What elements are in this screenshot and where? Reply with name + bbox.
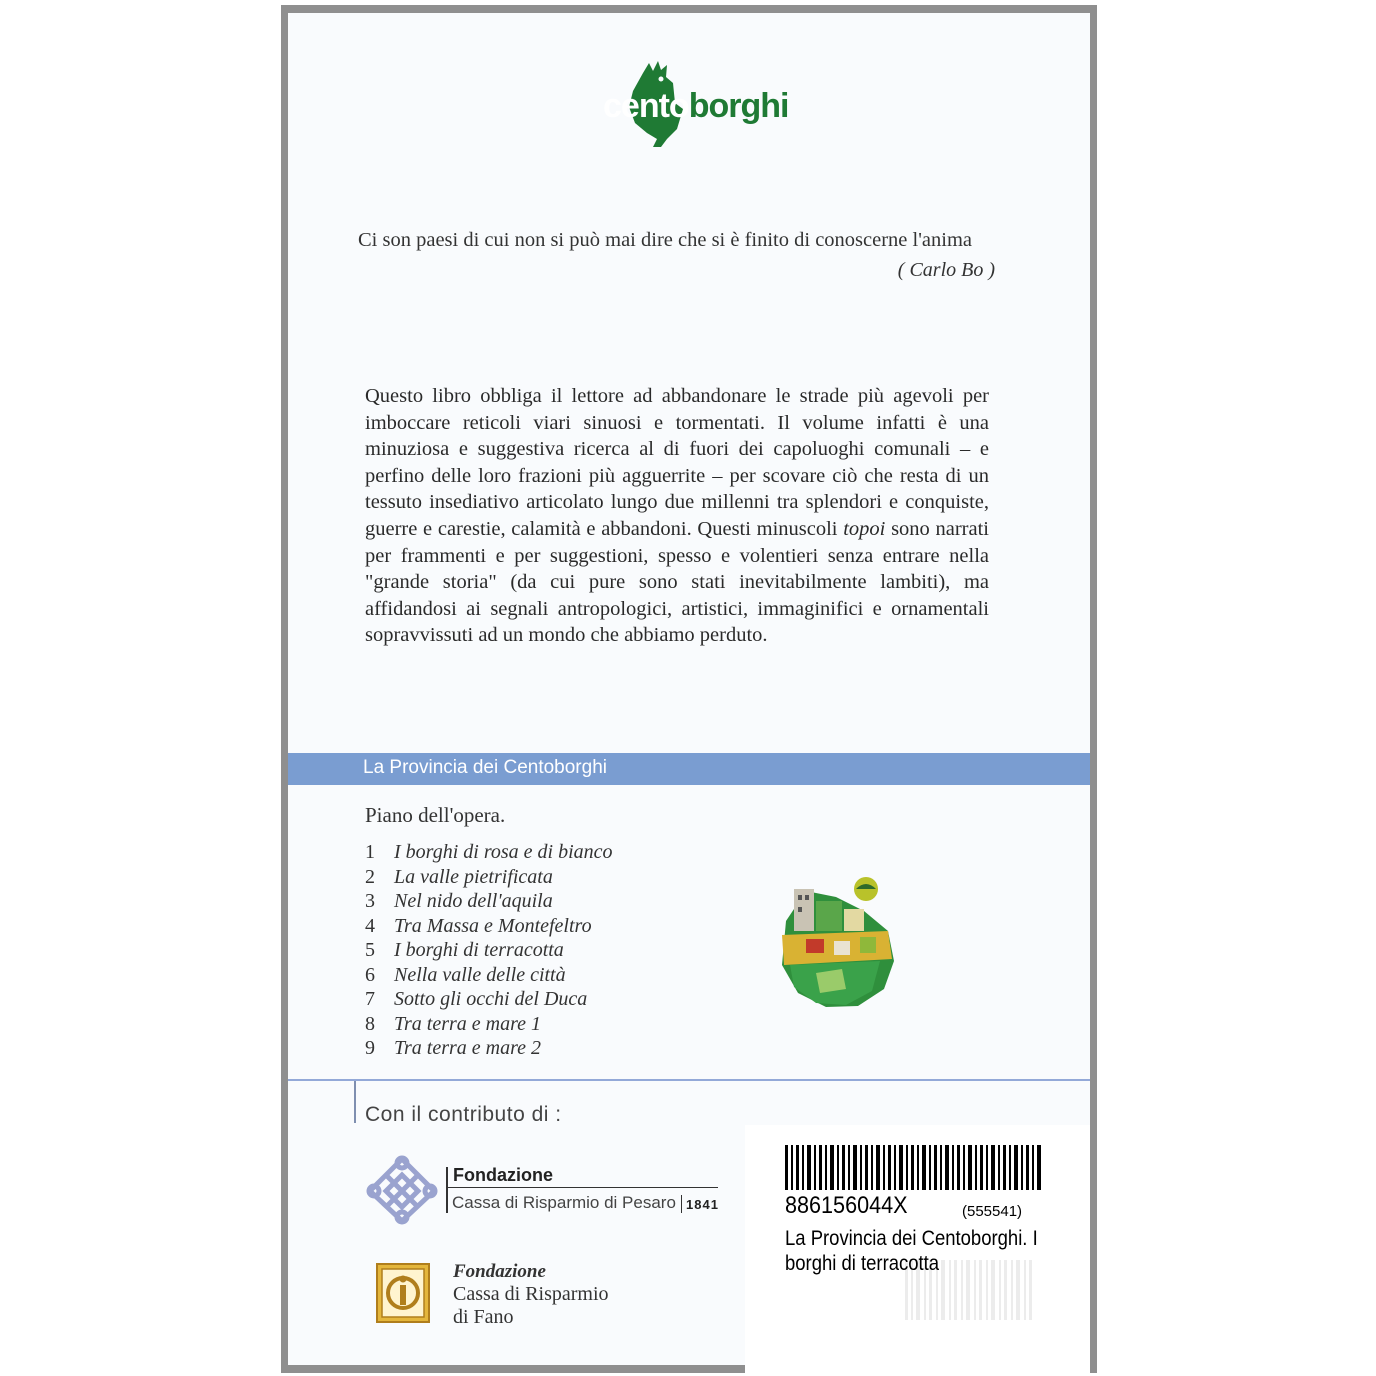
inventory-code: (555541) bbox=[962, 1203, 1023, 1220]
blurb-text-1: Questo libro obbliga il lettore ad abbandonare le strade più agevoli per imboccare reticoli viari sinuosi e tormentati. Il volume infatti è una minuziosa e suggestiva ricerca al di fuori dei capoluoghi comunali – e perfino delle loro frazioni più agguerrite – per scovare ciò che resta di un tessuto insediativo articolato lungo due millenni tra splendori e conquiste, guerre e carestie, calamità e abbandoni. Questi minuscoli bbox=[365, 385, 989, 540]
volume-number: 5 bbox=[365, 939, 375, 961]
logo-part-borghi: borghi bbox=[688, 87, 789, 125]
epigraph-quote: Ci son paesi di cui non si può mai dire che si è finito di conoscerne l'anima bbox=[358, 229, 972, 251]
fano-foundation-line2: di Fano bbox=[453, 1306, 514, 1328]
volume-title: Sotto gli occhi del Duca bbox=[394, 988, 588, 1010]
volume-title: Tra terra e mare 1 bbox=[394, 1012, 542, 1035]
pesaro-foundation-name: Cassa di Risparmio di Pesaro bbox=[452, 1193, 676, 1212]
pesaro-foundation-word: Fondazione bbox=[453, 1165, 553, 1185]
pesaro-foundation-knot-icon bbox=[366, 1155, 438, 1225]
pesaro-foundation-year: 1841 bbox=[686, 1197, 719, 1212]
plan-title: Piano dell'opera. bbox=[365, 803, 506, 827]
series-band bbox=[288, 753, 1090, 785]
volume-list bbox=[365, 841, 685, 1062]
volume-number: 8 bbox=[365, 1012, 375, 1035]
list-item bbox=[365, 1013, 685, 1038]
list-item bbox=[365, 841, 685, 866]
volume-title: Tra Massa e Montefeltro bbox=[394, 914, 592, 937]
volume-number: 9 bbox=[365, 1037, 375, 1059]
logo-wordmark bbox=[603, 87, 788, 126]
volume-number: 1 bbox=[365, 841, 375, 863]
fano-foundation-word: Fondazione bbox=[453, 1261, 546, 1282]
list-item bbox=[365, 939, 685, 964]
barcode bbox=[785, 1145, 1043, 1190]
epigraph-author: ( Carlo Bo ) bbox=[897, 259, 995, 281]
pesaro-logo-rule bbox=[448, 1187, 718, 1188]
volume-title: I borghi di terracotta bbox=[394, 939, 564, 961]
volume-title: Tra terra e mare 2 bbox=[394, 1037, 542, 1059]
list-item bbox=[365, 1037, 685, 1062]
section-divider bbox=[288, 1079, 1090, 1081]
blurb-italic-word: topoi bbox=[843, 517, 886, 540]
fano-foundation-line1: Cassa di Risparmio bbox=[453, 1283, 609, 1305]
logo-part-cento: cento bbox=[603, 87, 689, 125]
blurb-text-2: sono narrati per frammenti e per suggestioni, spesso e volentieri senza entrare nella "grande storia" (da cui pure sono stati inevitabilmente lambiti), ma affidandosi ai segnali antropologici, artistici, immaginifici e ornamentali sopravvissuti ad un mondo che abbiamo perduto. bbox=[365, 517, 989, 647]
volume-number: 3 bbox=[365, 890, 375, 912]
volume-number: 7 bbox=[365, 988, 375, 1010]
contributors-marker bbox=[354, 1081, 356, 1123]
list-item bbox=[365, 890, 685, 915]
list-item bbox=[365, 915, 685, 940]
fano-foundation-icon bbox=[376, 1263, 430, 1323]
volume-number: 2 bbox=[365, 865, 375, 888]
series-title: La Provincia dei Centoborghi bbox=[363, 757, 607, 778]
pesaro-logo-bar bbox=[446, 1167, 448, 1213]
volume-number: 4 bbox=[365, 914, 375, 937]
sticker-book-title: La Provincia dei Centoborghi. I borghi di terracotta bbox=[785, 1227, 1038, 1275]
volume-number: 6 bbox=[365, 963, 375, 986]
isbn-number: 886156044X bbox=[785, 1192, 908, 1219]
volume-title: I borghi di rosa e di bianco bbox=[394, 841, 613, 863]
list-item bbox=[365, 866, 685, 891]
volume-title: La valle pietrificata bbox=[394, 865, 553, 888]
contributors-label: Con il contributo di : bbox=[365, 1103, 562, 1126]
village-illustration bbox=[776, 861, 901, 1011]
list-item bbox=[365, 988, 685, 1013]
back-cover-blurb bbox=[365, 383, 989, 649]
volume-title: Nella valle delle città bbox=[394, 963, 566, 986]
volume-title: Nel nido dell'aquila bbox=[394, 890, 553, 912]
list-item bbox=[365, 964, 685, 989]
pesaro-year-separator bbox=[681, 1195, 682, 1213]
centoborghi-logo bbox=[603, 55, 789, 155]
